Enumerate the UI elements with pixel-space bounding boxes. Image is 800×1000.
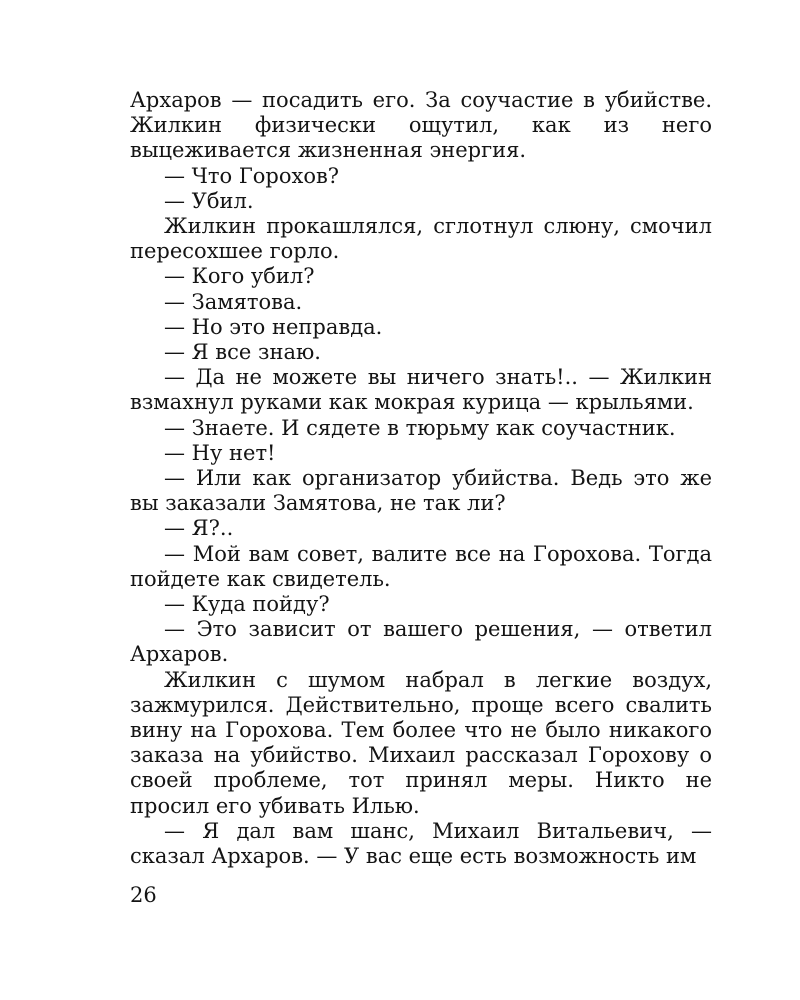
paragraph-15: — Куда пойду? xyxy=(164,592,330,617)
paragraph-16: — Это зависит от вашего решения, — ответил Архаров. xyxy=(130,617,712,667)
page-number: 26 xyxy=(130,883,157,907)
paragraph-3: — Убил. xyxy=(164,188,254,213)
paragraph-13: — Я?.. xyxy=(164,516,234,541)
paragraph-1: Архаров — посадить его. За соучастие в убийстве. Жилкин физически ощутил, как из него выцеживается жизненная энергия. xyxy=(130,88,712,163)
body-text xyxy=(130,88,712,869)
paragraph-12: — Или как организатор убийства. Ведь это же вы заказали Замятова, не так ли? xyxy=(130,466,712,516)
paragraph-9: — Да не можете вы ничего знать!.. — Жилкин взмахнул руками как мокрая курица — крыльями. xyxy=(130,365,712,415)
paragraph-18: — Я дал вам шанс, Михаил Витальевич, — сказал Архаров. — У вас еще есть возможность им xyxy=(130,818,712,869)
paragraph-4: Жилкин прокашлялся, сглотнул слюну, смочил пересохшее горло. xyxy=(130,214,712,264)
paragraph-8: — Я все знаю. xyxy=(164,340,321,365)
paragraph-10: — Знаете. И сядете в тюрьму как соучастник. xyxy=(164,415,676,440)
paragraph-17: Жилкин с шумом набрал в легкие воздух, зажмурился. Действительно, проще всего свалить вину на Горохова. Тем более что не было никакого заказа на убийство. Михаил рассказал Горохову о своей проблеме, тот принял меры. Никто не просил его убивать Илью. xyxy=(130,667,712,818)
paragraph-6: — Замятова. xyxy=(164,289,303,314)
paragraph-7: — Но это неправда. xyxy=(164,314,383,339)
paragraph-2: — Что Горохов? xyxy=(164,163,340,188)
paragraph-14: — Мой вам совет, валите все на Горохова. Тогда пойдете как свидетель. xyxy=(130,541,712,591)
paragraph-5: — Кого убил? xyxy=(164,264,315,289)
paragraph-11: — Ну нет! xyxy=(164,440,276,465)
